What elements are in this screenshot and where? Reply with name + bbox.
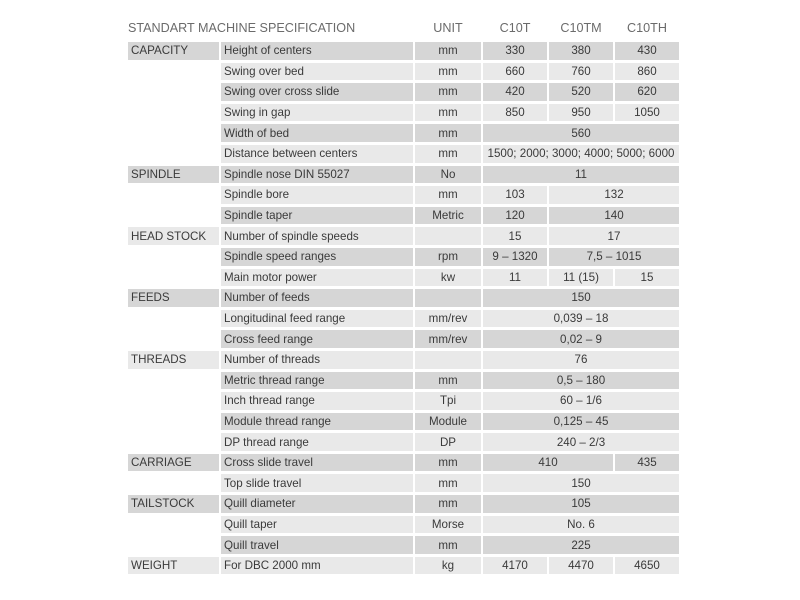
table-row: [128, 557, 679, 575]
value-cell: 0,02 – 9: [483, 330, 679, 348]
value-cell: 225: [483, 536, 679, 554]
value-cell: 120: [483, 207, 547, 225]
unit-cell: mm: [415, 536, 481, 554]
table-row: [128, 413, 679, 431]
table-row: [128, 269, 679, 287]
parameter-label: Inch thread range: [221, 392, 413, 410]
value-cell: 420: [483, 83, 547, 101]
unit-cell: [415, 351, 481, 369]
parameter-label: Metric thread range: [221, 372, 413, 390]
value-cell: 620: [615, 83, 679, 101]
category-label: TAILSTOCK: [128, 495, 219, 513]
category-blank: [128, 310, 219, 328]
value-cell: 15: [483, 227, 547, 245]
parameter-label: Quill diameter: [221, 495, 413, 513]
table-row: [128, 83, 679, 101]
parameter-label: Cross slide travel: [221, 454, 413, 472]
unit-cell: mm: [415, 186, 481, 204]
value-cell: 4170: [483, 557, 547, 575]
table-row: [128, 227, 679, 245]
parameter-label: Swing in gap: [221, 104, 413, 122]
category-label: WEIGHT: [128, 557, 219, 575]
unit-cell: Tpi: [415, 392, 481, 410]
category-blank: [128, 413, 219, 431]
table-title: STANDART MACHINE SPECIFICATION: [128, 20, 356, 35]
category-label: FEEDS: [128, 289, 219, 307]
value-cell: 435: [615, 454, 679, 472]
table-row: [128, 536, 679, 554]
table-row: [128, 104, 679, 122]
category-label: SPINDLE: [128, 166, 219, 184]
value-cell: 1050: [615, 104, 679, 122]
value-cell: 7,5 – 1015: [549, 248, 679, 266]
parameter-label: Number of feeds: [221, 289, 413, 307]
unit-cell: kg: [415, 557, 481, 575]
unit-cell: mm: [415, 495, 481, 513]
unit-cell: No: [415, 166, 481, 184]
parameter-label: Main motor power: [221, 269, 413, 287]
parameter-label: Quill taper: [221, 516, 413, 534]
category-blank: [128, 83, 219, 101]
value-cell: 11: [483, 166, 679, 184]
parameter-label: Quill travel: [221, 536, 413, 554]
category-blank: [128, 186, 219, 204]
value-cell: 15: [615, 269, 679, 287]
value-cell: 950: [549, 104, 613, 122]
table-row: [128, 207, 679, 225]
value-cell: 4650: [615, 557, 679, 575]
model-header-c10th: C10TH: [627, 20, 667, 35]
unit-cell: mm: [415, 372, 481, 390]
unit-cell: [415, 227, 481, 245]
table-row: [128, 63, 679, 81]
value-cell: 150: [483, 289, 679, 307]
unit-cell: DP: [415, 433, 481, 451]
value-cell: 850: [483, 104, 547, 122]
table-row: [128, 166, 679, 184]
category-blank: [128, 248, 219, 266]
value-cell: 520: [549, 83, 613, 101]
parameter-label: Spindle nose DIN 55027: [221, 166, 413, 184]
table-row: [128, 351, 679, 369]
category-blank: [128, 372, 219, 390]
category-blank: [128, 474, 219, 492]
table-row: [128, 516, 679, 534]
value-cell: 1500; 2000; 3000; 4000; 5000; 6000: [483, 145, 679, 163]
value-cell: 860: [615, 63, 679, 81]
value-cell: 660: [483, 63, 547, 81]
value-cell: 430: [615, 42, 679, 60]
unit-cell: mm: [415, 42, 481, 60]
value-cell: 11 (15): [549, 269, 613, 287]
parameter-label: Spindle bore: [221, 186, 413, 204]
table-row: [128, 289, 679, 307]
unit-cell: Metric: [415, 207, 481, 225]
value-cell: 9 – 1320: [483, 248, 547, 266]
parameter-label: For DBC 2000 mm: [221, 557, 413, 575]
parameter-label: Height of centers: [221, 42, 413, 60]
value-cell: 132: [549, 186, 679, 204]
parameter-label: DP thread range: [221, 433, 413, 451]
table-row: [128, 495, 679, 513]
category-blank: [128, 392, 219, 410]
value-cell: 105: [483, 495, 679, 513]
value-cell: 11: [483, 269, 547, 287]
unit-cell: Morse: [415, 516, 481, 534]
model-header-c10tm: C10TM: [560, 20, 602, 35]
value-cell: 17: [549, 227, 679, 245]
unit-cell: [415, 289, 481, 307]
category-label: CARRIAGE: [128, 454, 219, 472]
header-row: [128, 17, 679, 39]
category-blank: [128, 104, 219, 122]
table-row: [128, 248, 679, 266]
table-row: [128, 330, 679, 348]
specification-body: [128, 42, 679, 574]
category-label: HEAD STOCK: [128, 227, 219, 245]
parameter-label: Number of threads: [221, 351, 413, 369]
unit-cell: mm: [415, 83, 481, 101]
unit-cell: rpm: [415, 248, 481, 266]
value-cell: 0,039 – 18: [483, 310, 679, 328]
category-blank: [128, 433, 219, 451]
parameter-label: Swing over cross slide: [221, 83, 413, 101]
category-label: THREADS: [128, 351, 219, 369]
unit-cell: mm: [415, 474, 481, 492]
table-row: [128, 42, 679, 60]
value-cell: 4470: [549, 557, 613, 575]
unit-cell: mm: [415, 104, 481, 122]
parameter-label: Distance between centers: [221, 145, 413, 163]
value-cell: 60 – 1/6: [483, 392, 679, 410]
category-blank: [128, 63, 219, 81]
specification-table: [126, 14, 681, 577]
table-row: [128, 372, 679, 390]
value-cell: 76: [483, 351, 679, 369]
category-label: CAPACITY: [128, 42, 219, 60]
unit-cell: mm: [415, 454, 481, 472]
table-row: [128, 433, 679, 451]
value-cell: 760: [549, 63, 613, 81]
category-blank: [128, 269, 219, 287]
category-blank: [128, 516, 219, 534]
parameter-label: Module thread range: [221, 413, 413, 431]
category-blank: [128, 330, 219, 348]
unit-cell: mm/rev: [415, 330, 481, 348]
category-blank: [128, 145, 219, 163]
value-cell: 0,5 – 180: [483, 372, 679, 390]
table-row: [128, 454, 679, 472]
parameter-label: Swing over bed: [221, 63, 413, 81]
parameter-label: Spindle speed ranges: [221, 248, 413, 266]
value-cell: 0,125 – 45: [483, 413, 679, 431]
value-cell: No. 6: [483, 516, 679, 534]
table-row: [128, 145, 679, 163]
value-cell: 240 – 2/3: [483, 433, 679, 451]
table-row: [128, 124, 679, 142]
parameter-label: Cross feed range: [221, 330, 413, 348]
table-row: [128, 392, 679, 410]
parameter-label: Top slide travel: [221, 474, 413, 492]
unit-cell: kw: [415, 269, 481, 287]
unit-cell: mm: [415, 145, 481, 163]
value-cell: 150: [483, 474, 679, 492]
parameter-label: Spindle taper: [221, 207, 413, 225]
model-header-c10t: C10T: [499, 20, 531, 35]
category-blank: [128, 207, 219, 225]
parameter-label: Width of bed: [221, 124, 413, 142]
unit-cell: mm: [415, 124, 481, 142]
value-cell: 103: [483, 186, 547, 204]
table-row: [128, 474, 679, 492]
table-row: [128, 186, 679, 204]
value-cell: 330: [483, 42, 547, 60]
unit-header: UNIT: [433, 20, 463, 35]
table-row: [128, 310, 679, 328]
unit-cell: mm/rev: [415, 310, 481, 328]
unit-cell: mm: [415, 63, 481, 81]
category-blank: [128, 536, 219, 554]
specification-table-container: [126, 14, 681, 577]
value-cell: 380: [549, 42, 613, 60]
parameter-label: Longitudinal feed range: [221, 310, 413, 328]
value-cell: 140: [549, 207, 679, 225]
parameter-label: Number of spindle speeds: [221, 227, 413, 245]
category-blank: [128, 124, 219, 142]
unit-cell: Module: [415, 413, 481, 431]
value-cell: 560: [483, 124, 679, 142]
value-cell: 410: [483, 454, 613, 472]
